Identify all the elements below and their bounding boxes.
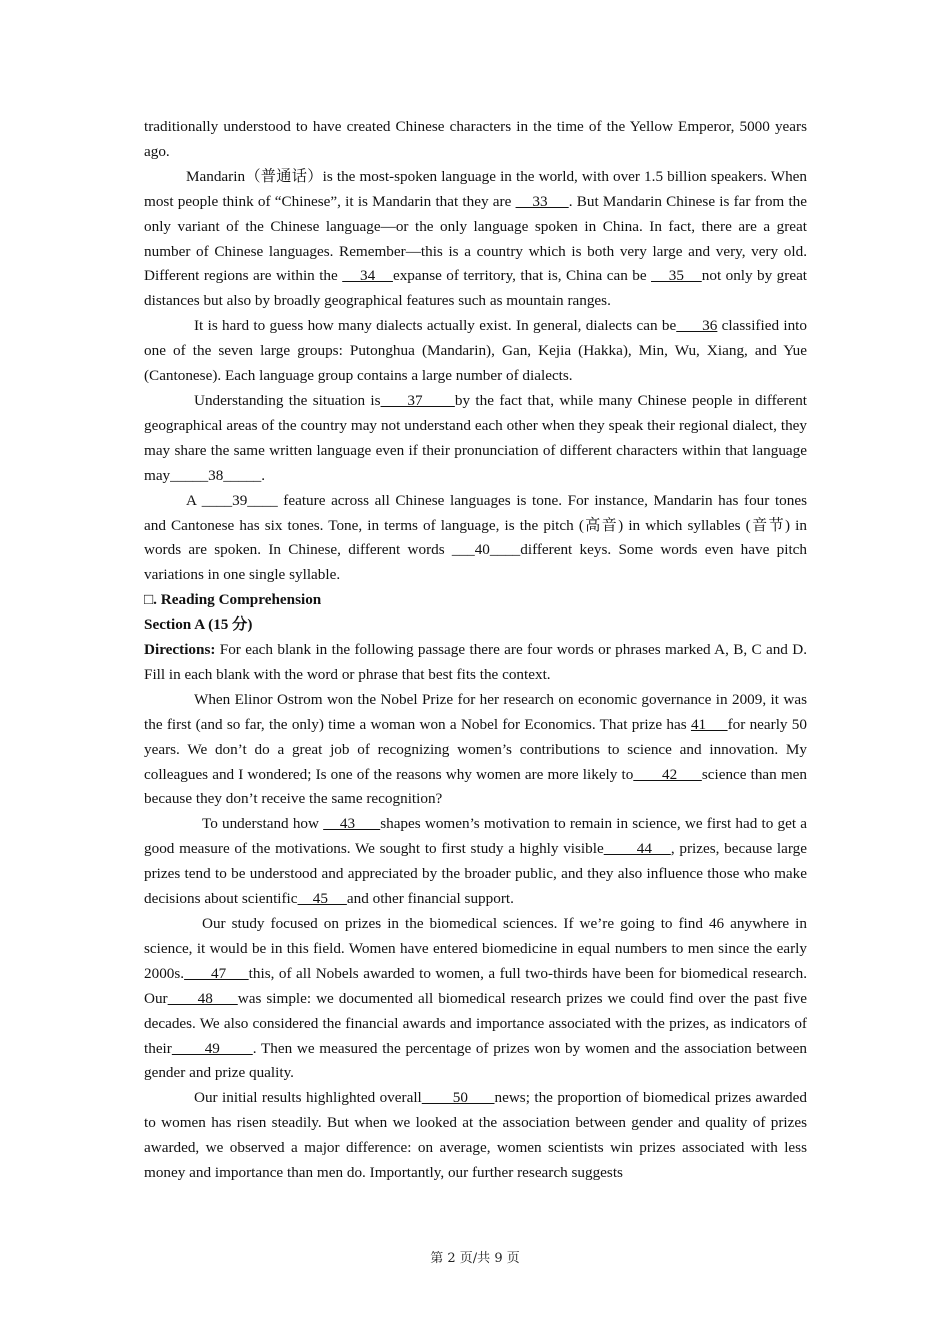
text: . But Mandarin Chinese is far from the only variant of the Chinese language—or the only language spoken in China. In fact, there are a great number of Chinese languages. Remember—this is a country which is both very large and very, very old. Different regions are within the bbox=[144, 192, 807, 285]
paragraph-mandarin bbox=[144, 165, 807, 314]
paragraph-ostrom bbox=[144, 688, 807, 813]
text: Understanding the situation is bbox=[194, 391, 381, 409]
text: not only by great distances but also by broadly geographical features such as mountain ranges. bbox=[144, 267, 808, 310]
paragraph-continuation bbox=[144, 115, 807, 165]
blank-41: 41 bbox=[690, 715, 728, 733]
text: Mandarin（普通话）is the most-spoken language in the world, with over 1.5 billion speakers. When most people think of “Chinese”, it is Mandarin that they are bbox=[144, 167, 807, 210]
blank-49: 49 bbox=[171, 1039, 253, 1057]
blank-35: 35 bbox=[651, 267, 702, 285]
text: For each blank in the following passage there are four words or phrases marked A, B, C and D. Fill in each blank with the word or phrase that best fits the context. bbox=[144, 641, 807, 683]
section-heading: □. Reading Comprehension bbox=[144, 591, 322, 609]
paragraph-results bbox=[144, 1086, 807, 1186]
text: . Then we measured the percentage of prizes won by women and the association between gender and prize quality. bbox=[144, 1039, 808, 1082]
text: When Elinor Ostrom won the Nobel Prize for her research on economic governance in 2009, it was the first (and so far, the only) time a woman won a Nobel for Economics. That prize has bbox=[144, 690, 807, 733]
blank-34: 34 bbox=[342, 267, 393, 285]
paragraph-dialects bbox=[144, 314, 807, 389]
directions-label: Directions: bbox=[144, 641, 216, 659]
blank-43: 43 bbox=[323, 815, 381, 833]
paragraph-situation bbox=[144, 389, 807, 489]
paragraph-understand bbox=[144, 812, 807, 912]
blank-33: 33 bbox=[515, 192, 569, 210]
blank-45: 45 bbox=[297, 890, 347, 908]
blank-47: 47 bbox=[184, 964, 249, 982]
document-page bbox=[144, 115, 807, 1186]
text: and other financial support. bbox=[346, 890, 514, 908]
blank-42: 42 bbox=[633, 765, 702, 783]
text: was simple: we documented all biomedical research prizes we could find over the past five decades. We also considered the financial awards and importance associated with the prizes, as indicators of their bbox=[144, 989, 807, 1057]
paragraph-tone bbox=[144, 489, 807, 589]
blank-48: 48 bbox=[167, 989, 238, 1007]
section-a-heading: Section A (15 分) bbox=[144, 616, 253, 634]
text: shapes women’s motivation to remain in science, we first had to get a good measure of the motivations. We sought to first study a highly visible bbox=[144, 815, 808, 858]
text: by the fact that, while many Chinese people in different geographical areas of the country may not understand each other when they speak their regional dialect, they may share the same written language even if their pronunciation of different characters within that language may_____38_____. bbox=[144, 391, 808, 484]
text: Our study focused on prizes in the biomedical sciences. If we’re going to find 46 anywhere in science, it would be in this field. Women have entered biomedicine in equal numbers to men since the early 2000s. bbox=[144, 915, 807, 982]
text: It is hard to guess how many dialects actually exist. In general, dialects can be bbox=[194, 317, 677, 335]
blank-44: 44 bbox=[603, 840, 671, 858]
text: traditionally understood to have created Chinese characters in the time of the Yellow Emperor, 5000 years ago. bbox=[144, 118, 807, 160]
text: To understand how bbox=[202, 815, 324, 833]
text: A ____39____ feature across all Chinese languages is tone. For instance, Mandarin has four tones and Cantonese has six tones. Tone, in terms of language, is the pitch (高音) in which syllables (音节) in words are spoken. In Chinese, different words ___40____different keys. Some words even have pitch variations in one single syllable. bbox=[144, 491, 807, 584]
directions bbox=[144, 638, 807, 688]
page-footer: 第 2 页/共 9 页 bbox=[430, 1251, 520, 1266]
text: this, of all Nobels awarded to women, a full two-thirds have been for biomedical research. Our bbox=[144, 964, 808, 1007]
text: news; the proportion of biomedical prizes awarded to women has risen steadily. But when we looked at the association between gender and quality of prizes awarded, we observed a major difference: on average, women scientists win prizes associated with less money and importance than men do. Importantly, our further research suggests bbox=[144, 1089, 807, 1182]
blank-37: 37 bbox=[380, 391, 455, 409]
text: Our initial results highlighted overall bbox=[194, 1089, 422, 1107]
paragraph-study bbox=[144, 912, 807, 1086]
text: expanse of territory, that is, China can be bbox=[392, 267, 652, 285]
text: classified into one of the seven large groups: Putonghua (Mandarin), Gan, Kejia (Hakka), Min, Wu, Xiang, and Yue (Cantonese). Each language group contains a large number of dialects. bbox=[144, 317, 807, 385]
text: for nearly 50 years. We don’t do a great job of recognizing women’s contributions to science and innovation. My colleagues and I wondered; Is one of the reasons why women are more likely to bbox=[144, 715, 807, 783]
blank-50: 50 bbox=[421, 1089, 495, 1107]
text: science than men because they don’t receive the same recognition? bbox=[144, 765, 808, 808]
text: , prizes, because large prizes tend to be understood and appreciated by the broader public, and they also influence those who make decisions about scientific bbox=[144, 840, 808, 908]
blank-36: 36 bbox=[676, 317, 718, 335]
